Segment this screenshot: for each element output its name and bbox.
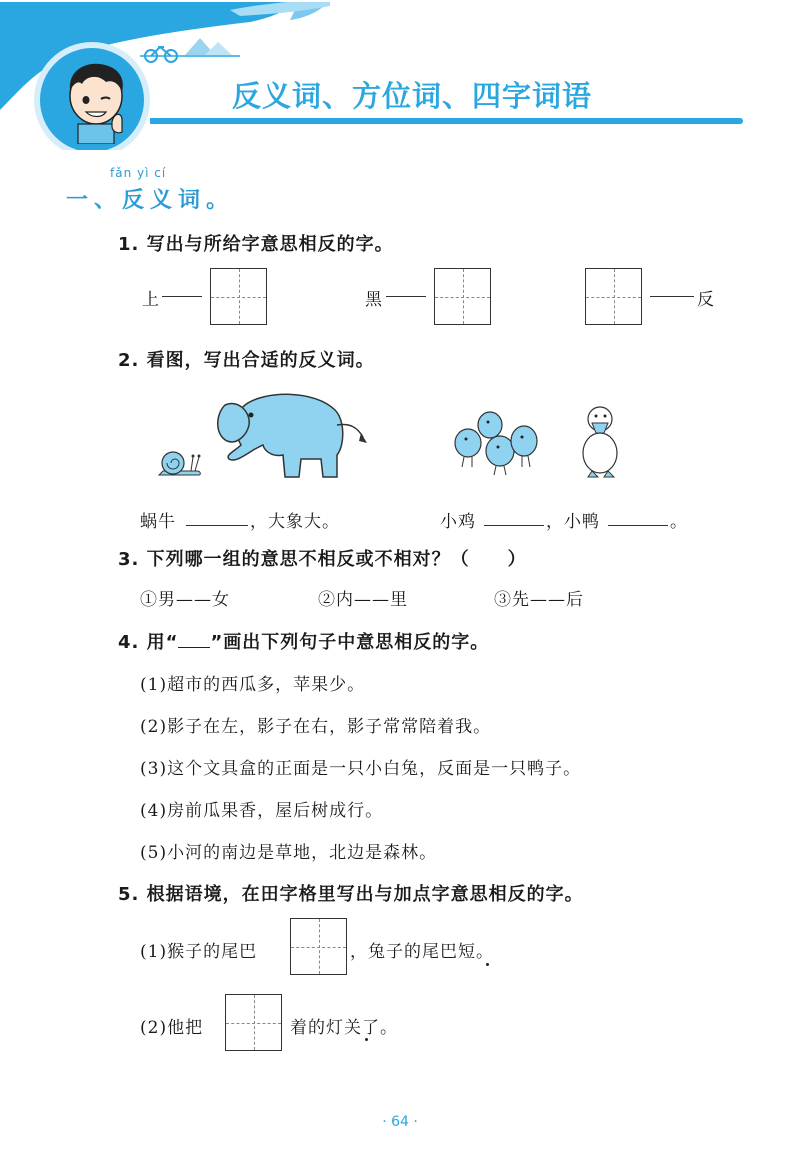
- chicks-illustration: [450, 405, 550, 480]
- q4-sentence-3: (3)这个文具盒的正面是一只小白兔，反面是一只鸭子。: [140, 759, 582, 779]
- boy-mascot-illustration: [56, 60, 136, 144]
- q2-right-suffix: 。: [670, 512, 688, 532]
- q5-s1-suffix: ，兔子的尾巴短。: [350, 942, 494, 962]
- q3-option-2[interactable]: ②内——里: [318, 590, 408, 610]
- q1-dash-2: [386, 296, 426, 297]
- snail-illustration: [155, 445, 205, 481]
- q1-char-1: 上: [142, 290, 160, 310]
- q2-blank-3[interactable]: [608, 525, 668, 526]
- page-title: 反义词、方位词、四字词语: [232, 79, 593, 113]
- elephant-illustration: [205, 385, 370, 485]
- q5-answer-grid-2[interactable]: [225, 994, 282, 1051]
- section-title: 一、反义词。: [66, 188, 235, 213]
- q1-dash-3: [650, 296, 694, 297]
- q4-sentence-2: (2)影子在左，影子在右，影子常常陪着我。: [140, 717, 492, 737]
- duck-illustration: [578, 405, 623, 480]
- emphasis-dot-close: [365, 1038, 368, 1041]
- q1-answer-grid-1[interactable]: [210, 268, 267, 325]
- question-3-prompt: 3. 下列哪一组的意思不相反或不相对？（ ）: [118, 549, 527, 570]
- q3-option-3[interactable]: ③先——后: [494, 590, 584, 610]
- page-number: · 64 ·: [382, 1114, 418, 1130]
- q2-blank-1[interactable]: [186, 525, 248, 526]
- q1-dash-1: [162, 296, 202, 297]
- q4-prompt-start: 4. 用“: [118, 632, 179, 653]
- question-5-prompt: 5. 根据语境，在田字格里写出与加点字意思相反的字。: [118, 884, 584, 905]
- q5-s2-suffix: 着的灯关了。: [290, 1018, 398, 1038]
- q2-right-prefix: 小鸡: [440, 512, 476, 532]
- q2-blank-2[interactable]: [484, 525, 544, 526]
- q2-left-prefix: 蜗牛: [140, 512, 176, 532]
- q1-answer-grid-2[interactable]: [434, 268, 491, 325]
- q4-sentence-1: (1)超市的西瓜多，苹果少。: [140, 675, 366, 695]
- q1-char-3: 反: [697, 290, 715, 310]
- q1-char-2: 黑: [365, 290, 383, 310]
- q2-right-middle: ，小鸭: [546, 512, 600, 532]
- underline-sample: [178, 633, 210, 648]
- question-1-prompt: 1. 写出与所给字意思相反的字。: [118, 234, 394, 255]
- q5-s1-prefix: (1)猴子的尾巴: [140, 942, 258, 962]
- emphasis-dot-short: [486, 963, 489, 966]
- question-2-prompt: 2. 看图，写出合适的反义词。: [118, 350, 375, 371]
- q2-left-suffix: ，大象大。: [250, 512, 340, 532]
- q4-prompt-end: ”画出下列句子中意思相反的字。: [210, 632, 490, 653]
- q1-answer-grid-3[interactable]: [585, 268, 642, 325]
- q5-s2-prefix: (2)他把: [140, 1018, 204, 1038]
- q4-sentence-5: (5)小河的南边是草地，北边是森林。: [140, 843, 438, 863]
- q3-option-1[interactable]: ①男——女: [140, 590, 230, 610]
- q4-sentence-4: (4)房前瓜果香，屋后树成行。: [140, 801, 384, 821]
- q5-answer-grid-1[interactable]: [290, 918, 347, 975]
- section-pinyin: fǎn yì cí: [110, 166, 167, 180]
- question-4-prompt: [118, 628, 489, 654]
